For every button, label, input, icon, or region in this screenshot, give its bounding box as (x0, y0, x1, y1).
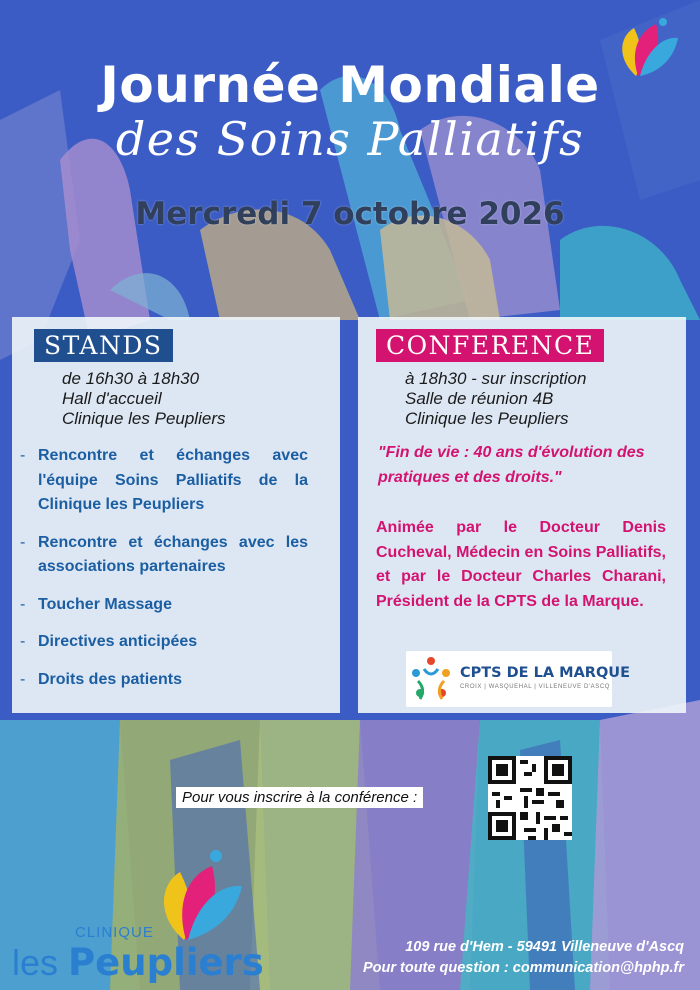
list-item: - Droits des patients (20, 670, 183, 688)
clinic-logo-les: les (12, 942, 59, 983)
event-date: Mercredi 7 octobre 2026 (135, 196, 565, 232)
footer-address: 109 rue d'Hem - 59491 Villeneuve d'Ascq (405, 939, 684, 955)
stands-info (62, 369, 225, 429)
stands-time: de 16h30 à 18h30 (62, 369, 200, 388)
registration-label: Pour vous inscrire à la conférence : (176, 787, 423, 808)
cpts-subtitle: CROIX | WASQUEHAL | VILLENEUVE D'ASCQ (460, 684, 611, 690)
clinic-logo-line1: CLINIQUE (75, 924, 154, 941)
page-title: Journée Mondiale (100, 56, 600, 114)
list-item: - Rencontre et échanges avec les associations partenaires (20, 533, 308, 575)
stands-place: Hall d'accueil (62, 389, 162, 408)
conference-quote: "Fin de vie : 40 ans d'évolution des pratiques et des droits." (378, 444, 645, 486)
conference-room: Salle de réunion 4B (405, 389, 554, 408)
clinic-logo-peupliers: Peupliers (68, 941, 264, 984)
registration-qr-code[interactable] (488, 756, 572, 840)
cpts-name: CPTS DE LA MARQUE (460, 665, 630, 681)
clinic-logo-line2 (12, 941, 264, 984)
stands-list (20, 444, 308, 705)
stands-tag: STANDS (34, 329, 173, 362)
stands-venue: Clinique les Peupliers (62, 409, 226, 428)
list-item: - Toucher Massage (20, 595, 172, 613)
cpts-people-icon (406, 651, 456, 707)
conference-time: à 18h30 - sur inscription (405, 369, 587, 388)
conference-info (405, 369, 586, 429)
page-subtitle: des Soins Palliatifs (115, 112, 585, 166)
conference-tag: CONFERENCE (376, 329, 604, 362)
list-item: - Directives anticipées (20, 633, 198, 650)
list-item: - Rencontre et échanges avec l'équipe Soins Palliatifs de la Clinique les Peupliers (20, 447, 308, 513)
conference-host: Animée par le Docteur Denis Cucheval, Médecin en Soins Palliatifs, et par le Docteur Charles Charani, Président de la CPTS de la Marque. (376, 519, 666, 610)
conference-venue: Clinique les Peupliers (405, 409, 569, 428)
footer-contact[interactable]: Pour toute question : communication@hphp.fr (362, 960, 684, 976)
